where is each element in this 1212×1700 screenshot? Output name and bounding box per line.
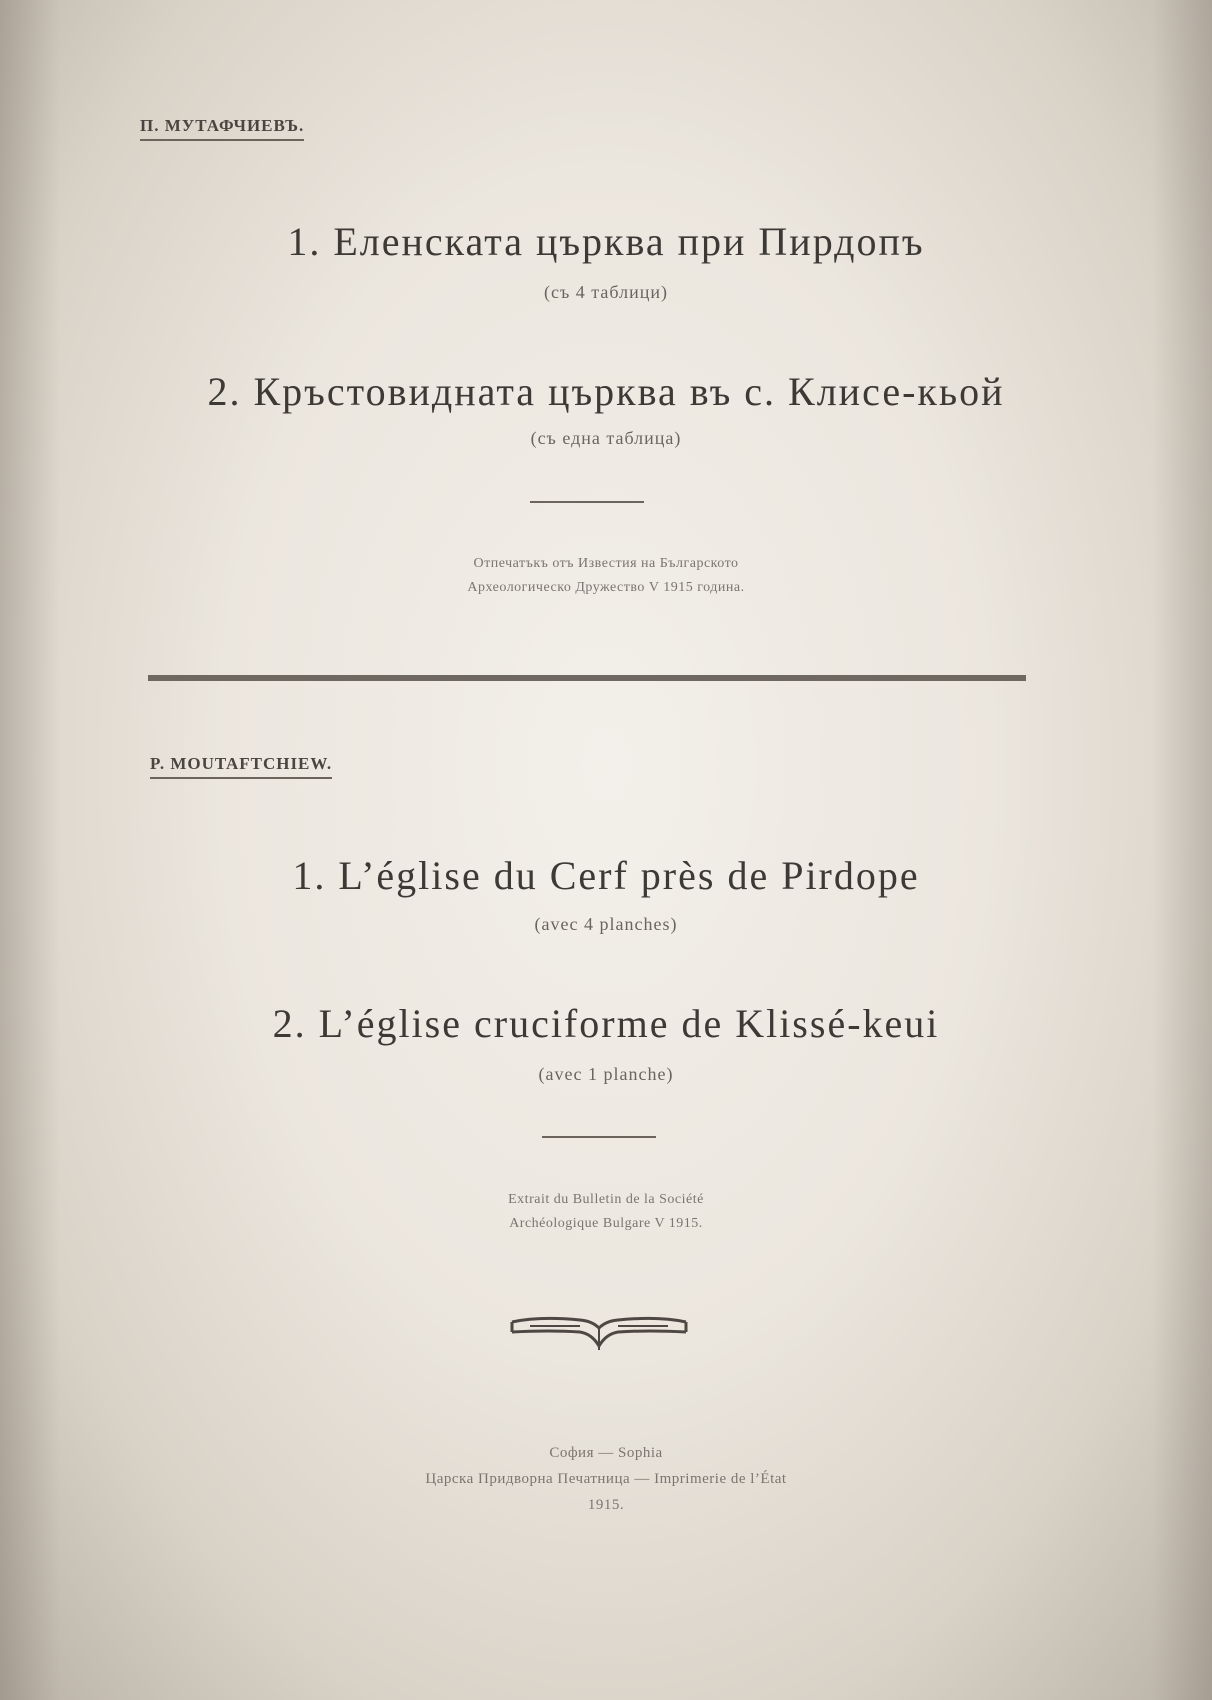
section-divider [148,675,1026,681]
bulgarian-title-1-subtitle: (съ 4 таблици) [544,282,668,302]
bulgarian-offprint-note [0,552,1212,600]
bulgarian-title-2-subtitle: (съ една таблица) [530,428,682,448]
bulgarian-note-line-1: Отпечатъкъ отъ Известия на Българското [473,556,739,571]
french-title-2: 2. L’église cruciforme de Klissé-keui [272,1001,940,1046]
imprint-city: София — Sophia [549,1445,663,1461]
imprint-year: 1915. [587,1497,625,1513]
french-title-2-subtitle: (avec 1 planche) [538,1064,674,1084]
imprint-printer: Царска Придворна Печатница — Imprimerie de l’État [425,1471,787,1487]
french-note-line-2: Archéologique Bulgare V 1915. [509,1216,703,1231]
bulgarian-note-line-2: Археологическо Дружество V 1915 година. [467,580,745,595]
bulgarian-title-1: 1. Еленската църква при Пирдопъ [287,219,925,264]
author-bulgarian: П. МУТАФЧИЕВЪ. [140,116,304,141]
short-divider-bulgarian [530,501,644,503]
french-title-1-subtitle: (avec 4 planches) [534,914,678,934]
printer-ornament-icon [510,1310,688,1356]
author-french: P. MOUTAFTCHIEW. [150,754,332,779]
french-note-line-1: Extrait du Bulletin de la Société [508,1192,704,1207]
french-title-1: 1. L’église du Cerf près de Pirdope [292,853,920,898]
bulgarian-title-2: 2. Кръстовидната църква въ с. Клисе-кьой [207,369,1005,414]
french-offprint-note [0,1188,1212,1236]
short-divider-french [542,1136,656,1138]
imprint-block [0,1440,1212,1518]
